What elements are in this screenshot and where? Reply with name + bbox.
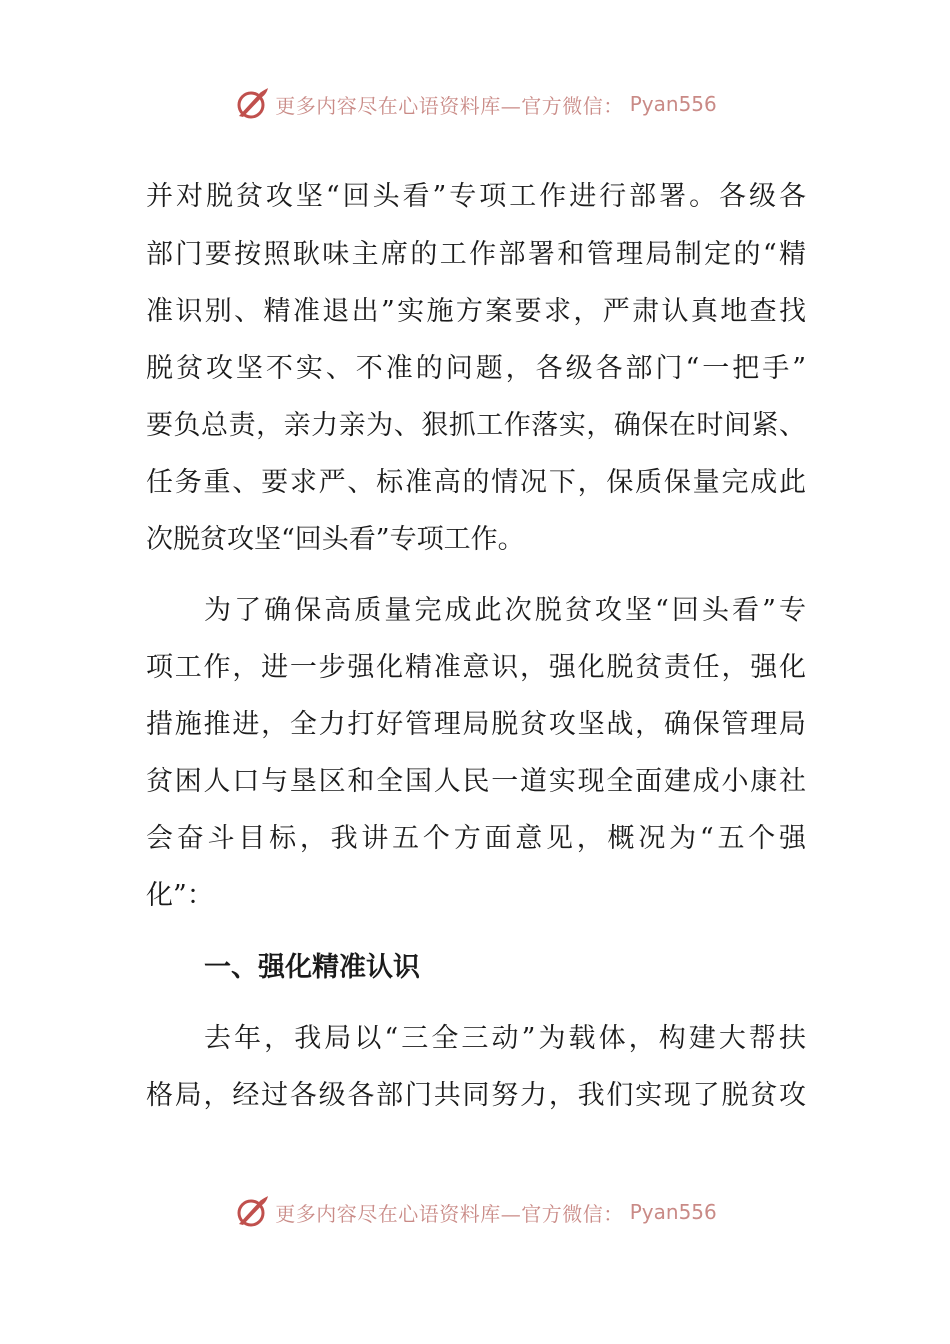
watermark-site-text: 更多内容尽在心语资料库—官方微信： bbox=[275, 1201, 624, 1226]
header-watermark bbox=[0, 84, 950, 124]
paragraph-1-line-5: 要负总责，亲力亲为、狠抓工作落实，确保在时间紧、 bbox=[146, 410, 806, 441]
quill-pen-circle-icon bbox=[233, 1194, 269, 1230]
paragraph-1-line-6: 任务重、要求严、标准高的情况下，保质保量完成此 bbox=[146, 467, 806, 498]
paragraph-3-line-1: 去年，我局以“三全三动”为载体，构建大帮扶 bbox=[204, 1023, 806, 1054]
paragraph-2-line-5: 会奋斗目标，我讲五个方面意见，概况为“五个强 bbox=[146, 823, 806, 854]
watermark-wechat-id: Pyan556 bbox=[629, 1200, 717, 1224]
paragraph-2-line-2: 项工作，进一步强化精准意识，强化脱贫责任，强化 bbox=[146, 652, 806, 683]
paragraph-2-line-6: 化”： bbox=[146, 880, 214, 911]
paragraph-1-line-3: 准识别、精准退出”实施方案要求，严肃认真地查找 bbox=[146, 296, 806, 327]
paragraph-1-line-4: 脱贫攻坚不实、不准的问题，各级各部门“一把手” bbox=[146, 353, 806, 384]
paragraph-1-line-2: 部门要按照耿味主席的工作部署和管理局制定的“精 bbox=[146, 239, 806, 270]
section-heading-1: 一、强化精准认识 bbox=[204, 952, 420, 983]
paragraph-1-line-1: 并对脱贫攻坚“回头看”专项工作进行部署。各级各 bbox=[146, 181, 806, 212]
paragraph-2-line-1: 为了确保高质量完成此次脱贫攻坚“回头看”专 bbox=[204, 595, 806, 626]
footer-watermark bbox=[0, 1192, 950, 1232]
watermark-wechat-id: Pyan556 bbox=[629, 92, 717, 116]
paragraph-2-line-4: 贫困人口与垦区和全国人民一道实现全面建成小康社 bbox=[146, 766, 806, 797]
paragraph-1-line-7: 次脱贫攻坚“回头看”专项工作。 bbox=[146, 524, 525, 555]
quill-pen-circle-icon bbox=[233, 86, 269, 122]
paragraph-3-line-2: 格局，经过各级各部门共同努力，我们实现了脱贫攻 bbox=[146, 1080, 806, 1111]
paragraph-2-line-3: 措施推进，全力打好管理局脱贫攻坚战，确保管理局 bbox=[146, 709, 806, 740]
watermark-site-text: 更多内容尽在心语资料库—官方微信： bbox=[275, 93, 624, 118]
